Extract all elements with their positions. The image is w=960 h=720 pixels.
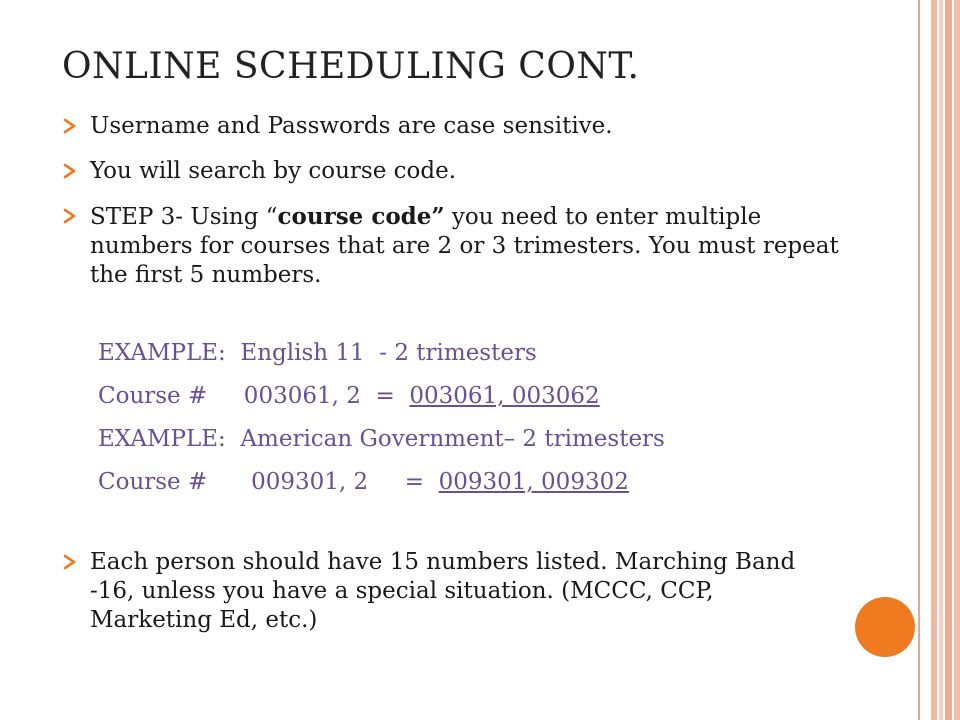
slide-title: ONLINE SCHEDULING CONT. [62, 46, 640, 87]
bullet-item-step3 [62, 202, 842, 290]
border-stripe [931, 0, 937, 720]
course-codes-link: 003061, 003062 [409, 383, 600, 409]
bullet-item [62, 157, 842, 186]
course-prefix: Course # 003061, 2 = [98, 383, 410, 409]
bullet-marker-icon [62, 554, 78, 570]
step3-prefix: STEP 3- Using “ [90, 204, 278, 230]
example-block [98, 332, 842, 504]
bullet-text: Each person should have 15 numbers listed. Marching Band -16, unless you have a special situation. (MCCC, CCP, Marketing Ed, etc.) [90, 549, 796, 633]
bullet-item [62, 112, 842, 141]
example-course-line [98, 461, 842, 504]
border-stripe [945, 0, 952, 720]
bullet-marker-icon [62, 118, 78, 134]
border-stripe [939, 0, 943, 720]
bullet-list [62, 112, 842, 635]
step3-suffix: you need to enter multiple numbers for courses that are 2 or 3 trimesters. You must repeat the first 5 numbers. [90, 204, 839, 288]
course-codes-link: 009301, 009302 [438, 469, 629, 495]
bullet-marker-icon [62, 163, 78, 179]
bullet-item [62, 548, 842, 635]
example-title: EXAMPLE: American Government– 2 trimesters [98, 426, 665, 452]
course-prefix: Course # 009301, 2 = [98, 469, 439, 495]
step3-bold-term: course code” [277, 203, 445, 230]
border-stripe [954, 0, 960, 720]
bullet-marker-icon [62, 208, 78, 224]
example-title: EXAMPLE: English 11 - 2 trimesters [98, 340, 537, 366]
bullet-text: You will search by course code. [90, 158, 457, 184]
bullet-text: Username and Passwords are case sensitive. [90, 113, 613, 139]
accent-circle [855, 597, 915, 657]
border-line [918, 0, 920, 720]
example-course-line [98, 375, 842, 418]
